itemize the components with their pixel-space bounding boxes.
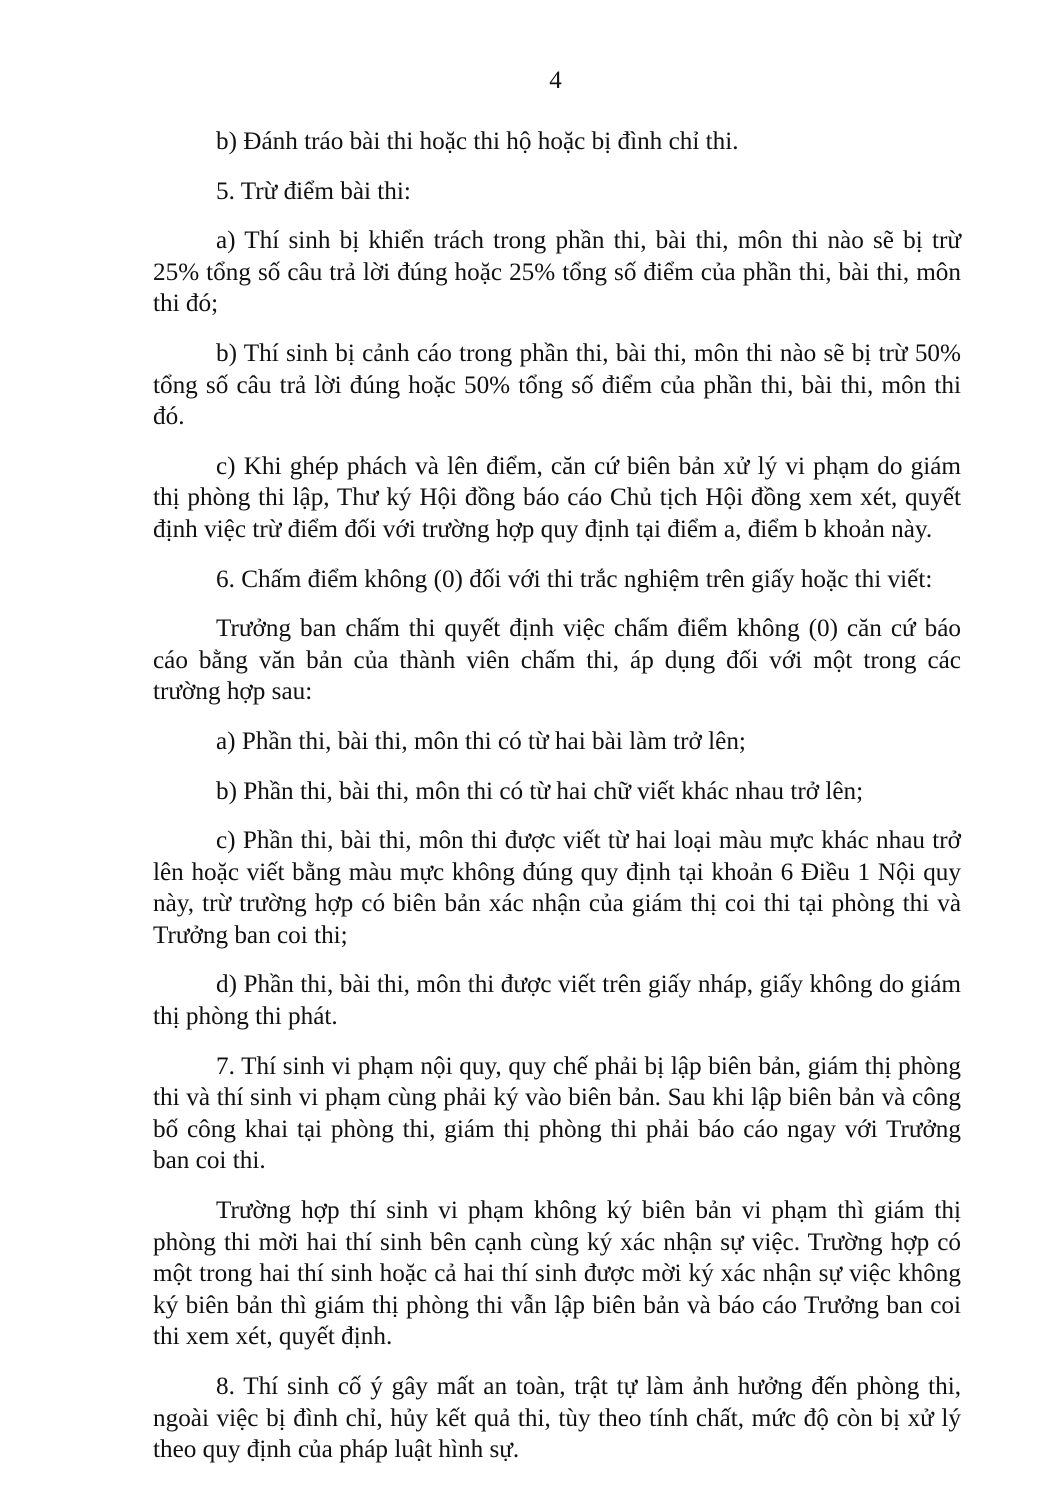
section-5-heading: 5. Trừ điểm bài thi: [216, 177, 411, 205]
section-8-paragraph: 8. Thí sinh cố ý gây mất an toàn, trật tự làm ảnh hưởng đến phòng thi, ngoài việc bị đình chỉ, hủy kết quả thi, tùy theo tính chất, mức độ còn bị xử lý theo quy định của pháp luật hình sự. [153, 1373, 961, 1464]
paragraph-6b: b) Phần thi, bài thi, môn thi có từ hai chữ viết khác nhau trở lên; [216, 777, 864, 805]
paragraph-6a: a) Phần thi, bài thi, môn thi có từ hai bài làm trở lên; [216, 727, 746, 755]
page-number: 4 [549, 67, 562, 94]
section-7-paragraph: 7. Thí sinh vi phạm nội quy, quy chế phải bị lập biên bản, giám thị phòng thi và thí sinh vi phạm cùng phải ký vào biên bản. Sau khi lập biên bản và công bố công khai tại phòng thi, giám thị phòng thi phải báo cáo ngay với Trưởng ban coi thi. [153, 1052, 961, 1175]
paragraph-5a: a) Thí sinh bị khiển trách trong phần thi, bài thi, môn thi nào sẽ bị trừ 25% tổng số câu trả lời đúng hoặc 25% tổng số điểm của phần thi, bài thi, môn thi đó; [153, 227, 961, 318]
paragraph-6d: d) Phần thi, bài thi, môn thi được viết trên giấy nháp, giấy không do giám thị phòng thi phát. [153, 971, 961, 1031]
paragraph-5c: c) Khi ghép phách và lên điểm, căn cứ biên bản xử lý vi phạm do giám thị phòng thi lập, Thư ký Hội đồng báo cáo Chủ tịch Hội đồng xem xét, quyết định việc trừ điểm đối với trường hợp quy định tại điểm a, điểm b khoản này. [153, 452, 961, 543]
paragraph-5b: b) Thí sinh bị cảnh cáo trong phần thi, bài thi, môn thi nào sẽ bị trừ 50% tổng số câu trả lời đúng hoặc 50% tổng số điểm của phần thi, bài thi, môn thi đó. [153, 339, 961, 431]
section-7-continuation: Trường hợp thí sinh vi phạm không ký biên bản vi phạm thì giám thị phòng thi mời hai thí sinh bên cạnh cùng ký xác nhận sự việc. Trường hợp có một trong hai thí sinh hoặc cả hai thí sinh được mời ký xác nhận sự việc không ký biên bản thì giám thị phòng thi vẫn lập biên bản và báo cáo Trưởng ban coi thi xem xét, quyết định. [153, 1197, 961, 1351]
paragraph-6-intro: Trưởng ban chấm thi quyết định việc chấm điểm không (0) căn cứ báo cáo bằng văn bản của thành viên chấm thi, áp dụng đối với một trong các trường hợp sau: [153, 615, 961, 706]
section-6-heading: 6. Chấm điểm không (0) đối với thi trắc nghiệm trên giấy hoặc thi viết: [216, 565, 933, 593]
paragraph-6c: c) Phần thi, bài thi, môn thi được viết từ hai loại màu mực khác nhau trở lên hoặc viết bằng màu mực không đúng quy định tại khoản 6 Điều 1 Nội quy này, trừ trường hợp có biên bản xác nhận của giám thị coi thi tại phòng thi và Trưởng ban coi thi; [153, 827, 961, 949]
paragraph-4b-item: b) Đánh tráo bài thi hoặc thi hộ hoặc bị đình chỉ thi. [216, 128, 739, 155]
document-body [153, 126, 961, 1484]
